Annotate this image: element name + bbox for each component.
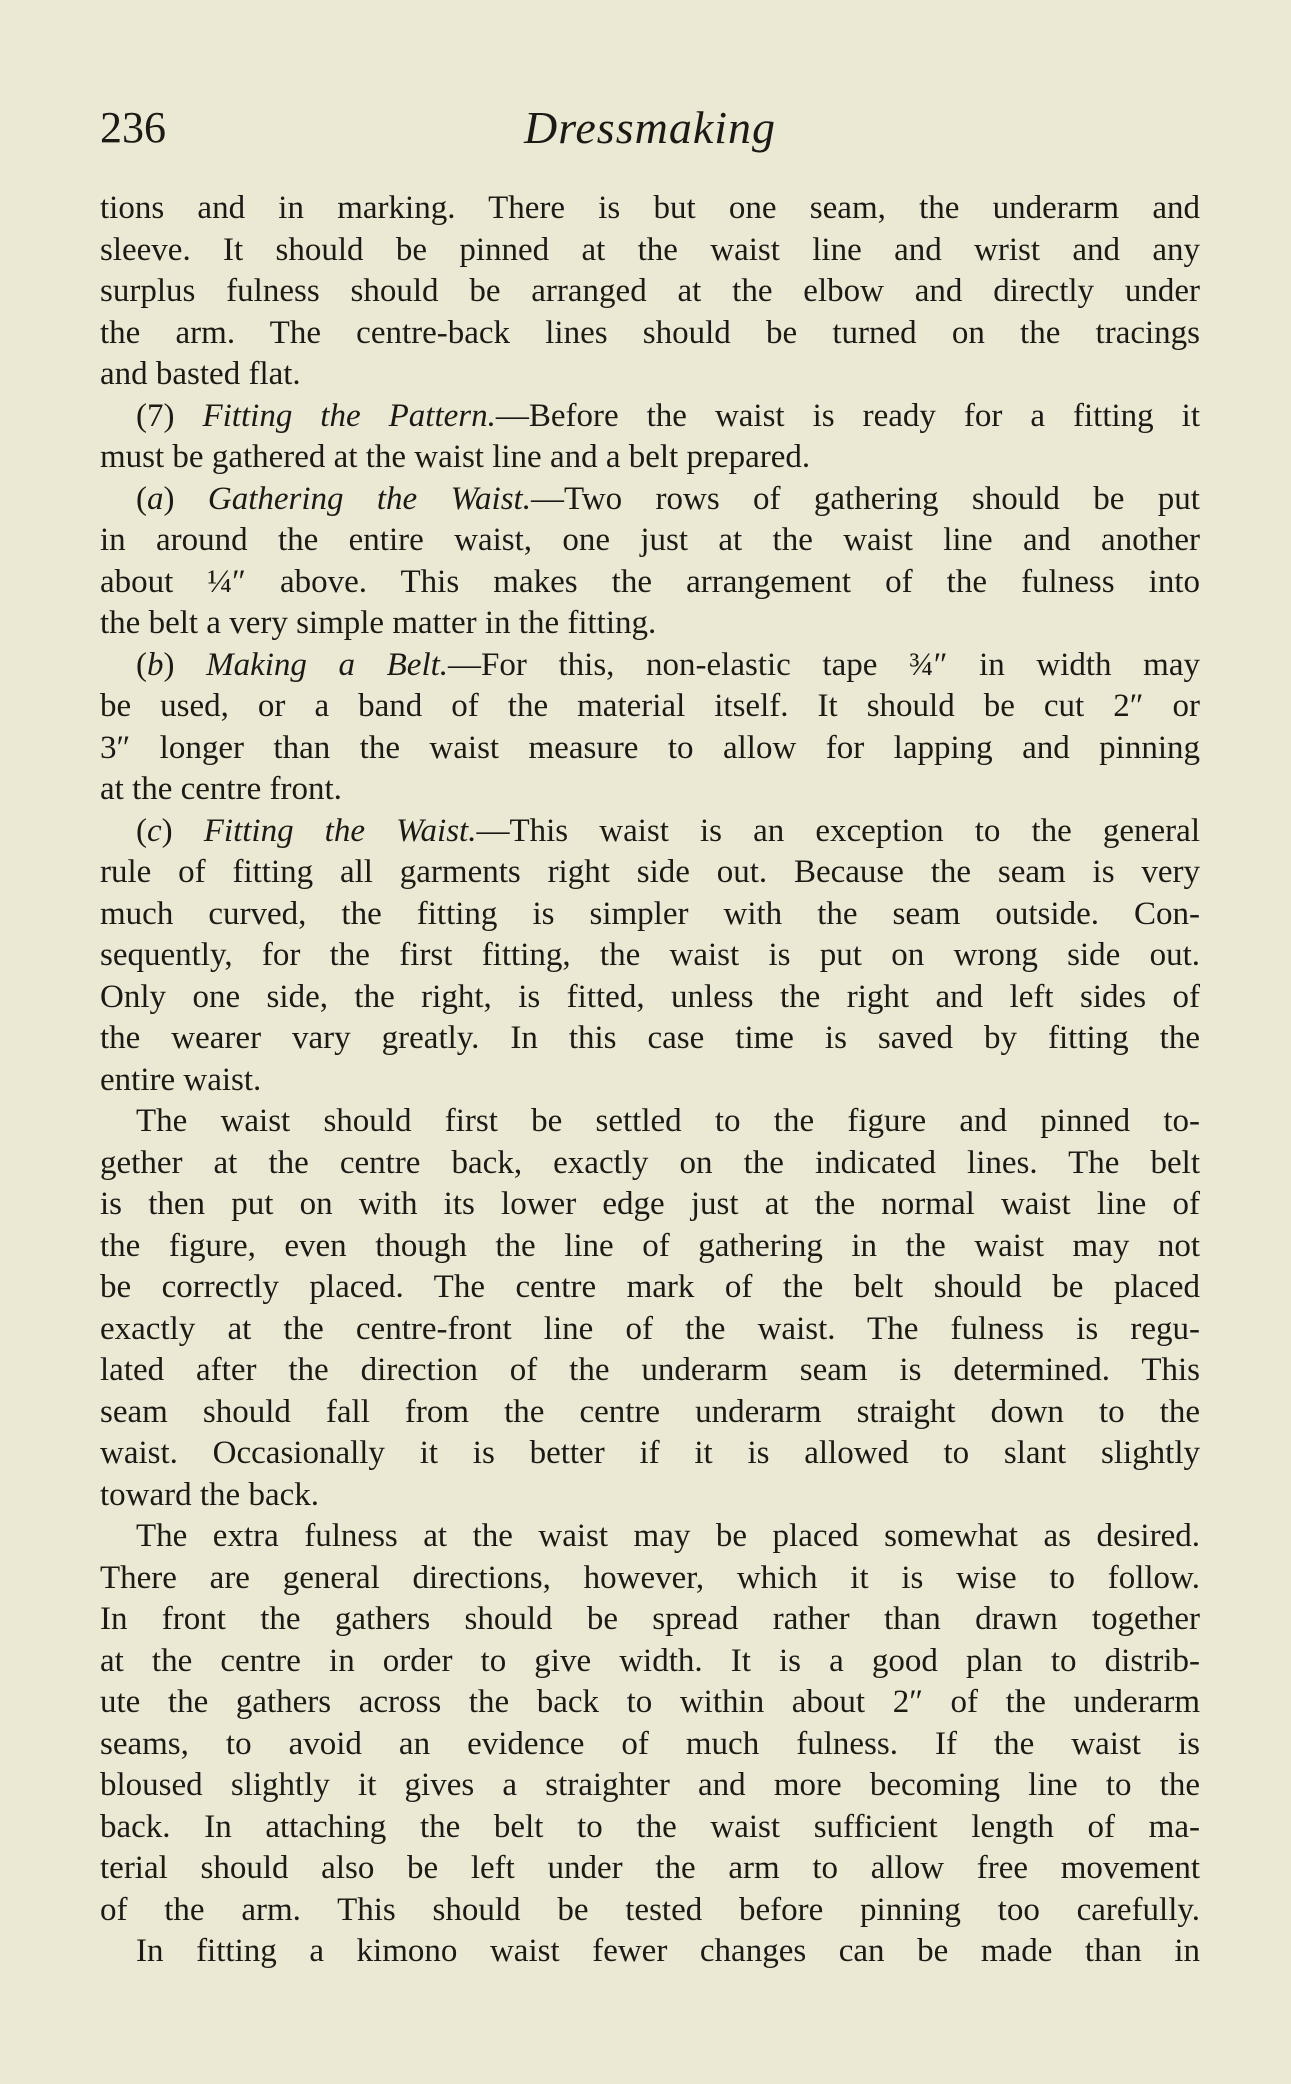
text-line: gether at the centre back, exactly on the indicated lines. The belt xyxy=(100,1144,1200,1181)
text-run: ) xyxy=(161,812,204,849)
text-run: ) xyxy=(163,646,207,683)
text-line: bloused slightly it gives a straighter and more becoming line to the xyxy=(100,1767,1200,1803)
text-line: ute the gathers across the back to within about 2″ of the underarm xyxy=(100,1684,1200,1720)
text-line: seams, to avoid an evidence of much fulness. If the waist is xyxy=(100,1725,1200,1762)
text-run: —Two rows of gathering should be put xyxy=(530,480,1200,517)
text-line: in around the entire waist, one just at the waist line and another xyxy=(100,522,1200,558)
text-line: toward the back. xyxy=(100,1476,319,1513)
text-line: The extra fulness at the waist may be placed somewhat as desired. xyxy=(136,1518,1200,1554)
text-line: of the arm. This should be tested before pinning too carefully. xyxy=(100,1891,1200,1928)
text-line: and basted flat. xyxy=(100,356,301,392)
text-line: There are general directions, however, which it is wise to follow. xyxy=(100,1559,1200,1596)
text-line: sleeve. It should be pinned at the waist line and wrist and any xyxy=(100,231,1200,268)
text-line: much curved, the fitting is simpler with the seam outside. Con- xyxy=(100,895,1200,932)
italic-run: Fitting the Waist. xyxy=(203,812,477,849)
text-run: ) xyxy=(163,480,208,517)
text-run: ( xyxy=(136,480,147,517)
text-line: the belt a very simple matter in the fitting. xyxy=(100,605,657,641)
text-line: seam should fall from the centre underarm straight down to the xyxy=(100,1393,1200,1430)
text-line: sequently, for the first fitting, the waist is put on wrong side out. xyxy=(100,937,1200,973)
text-line xyxy=(100,811,1200,853)
body-text xyxy=(100,188,1200,1973)
text-line: surplus fulness should be arranged at the elbow and directly under xyxy=(100,273,1200,309)
text-line: terial should also be left under the arm to allow free movement xyxy=(100,1850,1200,1886)
running-title: Dressmaking xyxy=(523,102,777,153)
page-number: 236 xyxy=(100,103,166,152)
text-run: —Before the waist is ready for a fitting it xyxy=(495,397,1200,434)
italic-run: Fitting the Pattern. xyxy=(202,397,496,434)
text-line xyxy=(100,479,1200,521)
running-head xyxy=(100,96,1200,160)
text-line: be correctly placed. The centre mark of the belt should be placed xyxy=(100,1269,1200,1305)
text-line: exactly at the centre-front line of the waist. The fulness is regu- xyxy=(100,1310,1200,1347)
text-run: ( xyxy=(136,812,147,849)
text-line: at the centre in order to give width. It is a good plan to distrib- xyxy=(100,1642,1200,1679)
text-line: In front the gathers should be spread rather than drawn together xyxy=(100,1601,1200,1637)
text-line: lated after the direction of the underarm seam is determined. This xyxy=(100,1352,1200,1388)
text-line: waist. Occasionally it is better if it is allowed to slant slightly xyxy=(100,1435,1200,1471)
text-run: —For this, non-elastic tape ¾″ in width may xyxy=(448,646,1200,683)
text-line: be used, or a band of the material itself. It should be cut 2″ or xyxy=(100,688,1200,724)
italic-run: b xyxy=(147,646,164,683)
text-line: The waist should first be settled to the figure and pinned to- xyxy=(136,1103,1200,1139)
italic-run: a xyxy=(147,480,164,517)
text-line: Only one side, the right, is fitted, unless the right and left sides of xyxy=(100,978,1200,1015)
text-line: about ¼″ above. This makes the arrangement of the fulness into xyxy=(100,563,1200,600)
text-line: the wearer vary greatly. In this case time is saved by fitting the xyxy=(100,1020,1200,1056)
text-run: (7) xyxy=(136,397,203,434)
text-line: must be gathered at the waist line and a belt prepared. xyxy=(100,439,811,475)
text-line xyxy=(100,645,1200,687)
text-line: the arm. The centre-back lines should be turned on the tracings xyxy=(100,314,1200,351)
text-line: rule of fitting all garments right side out. Because the seam is very xyxy=(100,854,1200,890)
text-run: —This waist is an exception to the general xyxy=(476,812,1200,849)
text-line: 3″ longer than the waist measure to allow for lapping and pinning xyxy=(100,729,1200,766)
text-run: ( xyxy=(136,646,147,683)
text-line: is then put on with its lower edge just at the normal waist line of xyxy=(100,1186,1200,1222)
text-line: back. In attaching the belt to the waist sufficient length of ma- xyxy=(100,1808,1200,1845)
italic-run: Making a Belt. xyxy=(206,646,449,683)
italic-run: Gathering the Waist. xyxy=(207,480,531,517)
text-line: at the centre front. xyxy=(100,771,342,807)
text-line xyxy=(100,396,1200,438)
italic-run: c xyxy=(147,812,162,849)
text-line: In fitting a kimono waist fewer changes can be made than in xyxy=(136,1933,1200,1969)
text-line: tions and in marking. There is but one seam, the underarm and xyxy=(100,190,1200,226)
text-line: the figure, even though the line of gathering in the waist may not xyxy=(100,1227,1200,1264)
text-line: entire waist. xyxy=(100,1061,262,1098)
